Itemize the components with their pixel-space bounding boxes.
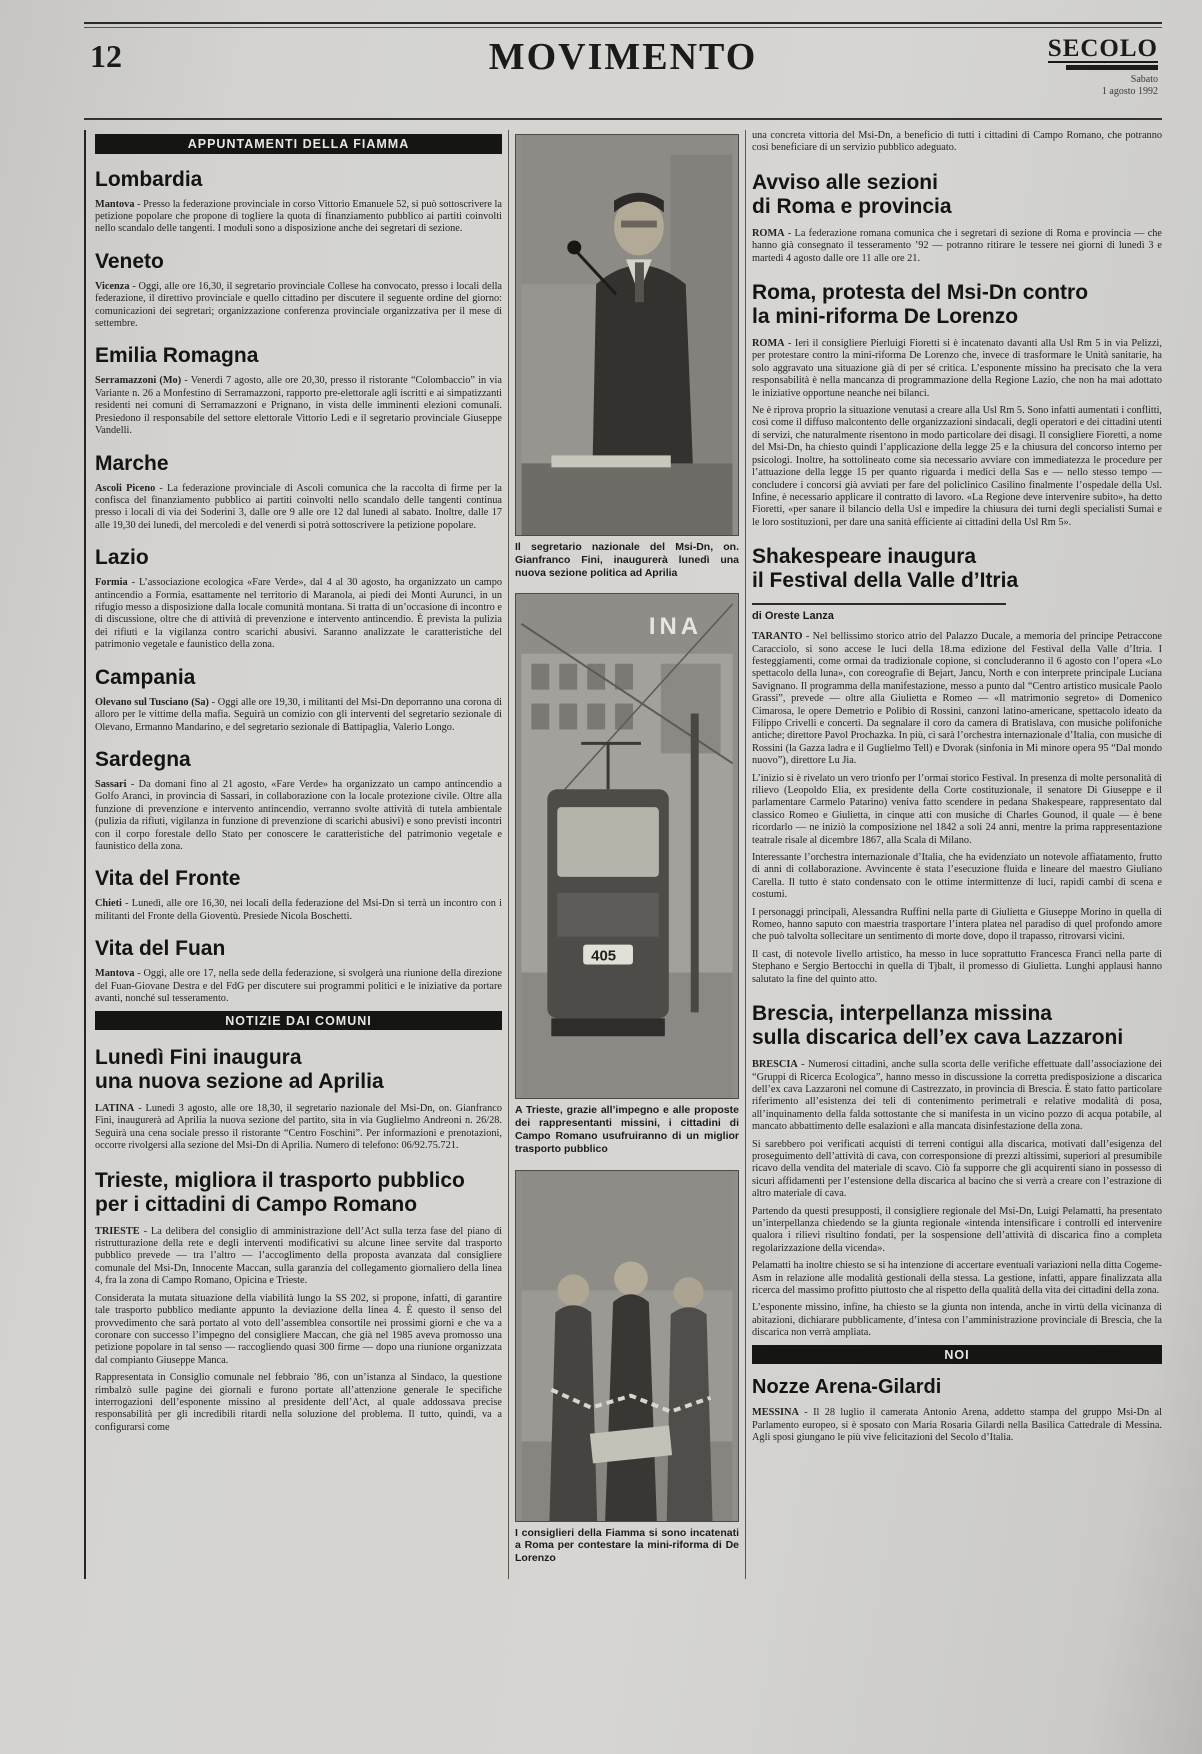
region-section-vita-del-fronte [95, 868, 502, 923]
masthead-bar [1066, 65, 1158, 70]
article-aprilia [95, 1046, 502, 1153]
article-paragraph: TARANTO - Nel bellissimo storico atrio del Palazzo Ducale, a memoria del principe Petraccone Caracciolo, si sono accese le luci della 18.ma edizione del Festival della Valle d’Itria. I festeggiamenti, come ormai da tradizionale copione, si concluderanno il 6 agosto con l’opera «Lo spettacolo della luna», con coreografie di Bejart, Jancu, North e con interprete principale Luciana Savignano. Il programma della manifestazione, messo a punto dal “Centro artistico musicale Paolo Grassi”, prevede — oltre alla Giulietta e Romeo — «Il matrimonio segreto» di Domenico Cimarosa, le opere Demetrio e Polibio di Rossini, canzoni latino-americane, spettacolo ideato da Filippo Crivelli e concerti. Da segnalare il coro da camera di Bratislava, con musiche polifoniche antiche; direttore Pavol Prochazka. In più, ci sarà l’orchestra internazionale d’Italia, con musiche di Rossini (la Gazza ladra e il Guglielmo Tell) e Dvorak (sinfonia in Mi minore opera 95 “Dal mondo nuovo”), direttore Lu Jia. [752, 631, 1162, 767]
region-section-lazio [95, 547, 502, 651]
chained-protest-photo [515, 1170, 739, 1522]
trieste-tram-photo [515, 593, 739, 1099]
photo-caption: Il segretario nazionale del Msi-Dn, on. Gianfranco Fini, inaugurerà lunedì una nuova sezione politica ad Aprilia [515, 541, 739, 579]
article-paragraph: L’inizio si è rivelato un vero trionfo per l’ormai storico Festival. In presenza di molte personalità di rilievo (Leopoldo Elia, ex presidente della Corte costituzionale, il senatore Di Giuseppe e il parlamentare Carmelo Patarino) veniva fatto scendere in pedana Shakespeare, rappresentato dal classico Romeo e Giulietta, in cinque atti con musiche di Charles Gounod, il quale — è bene ricordarlo — ne iniziò la composizione nel 1842 a soli 24 anni, mentre la prima rappresentazione teatrale risale al dicembre 1867, alla Scala di Milano. [752, 772, 1162, 846]
region-body: Vicenza - Oggi, alle ore 16,30, il segretario provinciale Collese ha convocato, presso i locali della federazione, il direttivo provinciale e quello cittadino per discutere il seguente ordine del giorno: comunicazioni dei segretari; organizzazione conferenza provinciale organizzativa per il mese di settembre. [95, 280, 502, 330]
section-title: MOVIMENTO [488, 36, 758, 78]
column-rule [508, 130, 509, 1579]
article-brescia-discarica [752, 1002, 1162, 1340]
article-avviso-sezioni [752, 171, 1162, 265]
fini-speech-photo [515, 134, 739, 536]
region-heading: Emilia Romagna [95, 344, 259, 368]
article-body: ROMA - La federazione romana comunica che i segretari di sezione di Roma e provincia — che hanno già consegnato il tesseramento ’92 — potranno ritirare le tessere nei giorni di lunedì 3 e martedì 4 agosto dalle ore 11 alle ore 21. [752, 227, 1162, 264]
article-paragraph: Rappresentata in Consiglio comunale nel febbraio ’86, con un’istanza al Sindaco, la questione rimbalzò sulle pagine dei giornali e furono portate all’attenzione generale le specifiche interrogazioni dell’esponente missino al presidente dell’Act, al quale addossava precise responsabilità per gli incredibili ritardi nella soluzione del problema. Il tutto, quindi, va a configurarsi come [95, 1372, 502, 1433]
article-headline: Shakespeare inaugura il Festival della Valle d’Itria [752, 545, 1019, 593]
page-number: 12 [90, 38, 122, 74]
trieste-continuation: una concreta vittoria del Msi-Dn, a beneficio di tutti i cittadini di Campo Romano, che potranno così beneficiare di un servizio pubblico adeguato. [752, 130, 1162, 154]
article-headline: Roma, protesta del Msi-Dn contro la mini-riforma De Lorenzo [752, 281, 1089, 329]
region-section-vita-del-fuan [95, 938, 502, 1005]
region-body: Mantova - Presso la federazione provinciale in corso Vittorio Emanuele 52, si può sottoscrivere la petizione popolare che propone di togliere la quota di finanziamento pubblico ai partiti coinvolti nello scandalo delle tangenti. I moduli sono a disposizione anche dei segretari di sezione. [95, 198, 502, 235]
svg-text:405: 405 [591, 947, 617, 965]
region-section-lombardia [95, 169, 502, 236]
article-headline: Lunedì Fini inaugura una nuova sezione ad Aprilia [95, 1046, 384, 1094]
article-paragraph: Partendo da questi presupposti, il consigliere regionale del Msi-Dn, Luigi Pelamatti, ha presentato un’interpellanza chiedendo se la giunta regionale «intenda intensificare i controlli ed intervenire qualora i rilievi risultino fondati, per la sospensione dell’attività di discarica fino a completa regolarizzazione della vicenda». [752, 1205, 1162, 1254]
article-paragraph: I personaggi principali, Alessandra Ruffini nella parte di Giulietta e Giuseppe Morino in quella di Romeo, hanno saputo con maestria trasportare l’intera platea nel paradiso di quel profondo amore che può talvolta sollecitare un sentimento di morte dove, dopo il trapasso, ritrovarsi vicini. [752, 906, 1162, 943]
region-body: Mantova - Oggi, alle ore 17, nella sede della federazione, si svolgerà una riunione della direzione del Fuan-Giovane Destra e del FdG per discutere sui programmi politici e le iniziative da portare avanti, nonché sul tesseramento. [95, 968, 502, 1005]
region-body: Formia - L’associazione ecologica «Fare Verde», dal 4 al 30 agosto, ha organizzato un campo antincendio a Formia, esattamente nel territorio di Maranola, ai piedi dei Monti Aurunci, in un rifugio messo a disposizione dalla locale comunità montana. Si tratta di un’occasione di incontro e di discussione, oltre che di attività di prevenzione e intervento antincendio. È prevista la pulizia dei rifiuti e la vigilanza contro scarichi abusivi. Saranno analizzate le caratteristiche del patrimonio vegetale e faunistico della zona. [95, 577, 502, 651]
banner-notizie-comuni: NOTIZIE DAI COMUNI [95, 1011, 502, 1031]
region-heading: Campania [95, 665, 196, 689]
region-heading: Marche [95, 451, 169, 475]
region-section-campania [95, 667, 502, 734]
article-nozze [752, 1376, 1162, 1444]
article-paragraph: BRESCIA - Numerosi cittadini, anche sulla scorta delle verifiche effettuate dall’associazione dei “Gruppi di Ricerca Ecologica”, hanno messo in discussione la corretta predisposizione a discarica dell’ex cava Lazzaroni nel comune di Castrezzato, in provincia di Brescia. È stato fatto particolare riferimento all’esistenza dei teli di contenimento perimetrali e relative modalità di posa, all’inquinamento della falda sottostante che si manifesta in un vicino pozzo di acqua potabile, al mancato abbattimento delle esalazioni e alla mancata disinfestazione della zona. [752, 1059, 1162, 1133]
article-body: LATINA - Lunedì 3 agosto, alle ore 18,30, il segretario nazionale del Msi-Dn, on. Gianfranco Fini, inaugurerà ad Aprilia la nuova sezione del partito, sita in via Guglielmo Andreoni n. 26/28. Seguirà una cena sociale presso il ristorante “Centro Foschini”. Per informazioni e prenotazioni, occorre rivolgersi alla sezione del Msi-Dn di Aprilia. Numero di telefono: 06/92.75.721. [95, 1103, 502, 1152]
region-heading: Veneto [95, 249, 164, 273]
region-heading: Vita del Fuan [95, 937, 226, 961]
photo-protesta [515, 1170, 739, 1565]
region-body: Ascoli Piceno - La federazione provinciale di Ascoli comunica che la raccolta di firme per la confisca del finanziamento pubblico ai partiti coinvolti nello scandalo delle tangenti continua presso i locali di via dei Soderini 3, dalle ore 9 alle ore 12 dal lunedì al sabato. Inoltre, dalle 17 alle 19,30 dei lunedì, del mercoledì e del venerdì si potrà sottoscrivere la petizione popolare. [95, 482, 503, 531]
article-headline: Nozze Arena-Gilardi [752, 1376, 942, 1399]
region-section-marche [95, 453, 502, 533]
photo-column [515, 130, 739, 1579]
region-body: Chieti - Lunedì, alle ore 16,30, nei locali della federazione del Msi-Dn si terrà un incontro con i militanti del Fronte della Gioventù. Presiede Nicola Boschetti. [95, 898, 502, 922]
article-paragraph: ROMA - Ieri il consigliere Pierluigi Fioretti si è incatenato davanti alla Usl Rm 5 in via Pelizzi, per protestare contro la mini-riforma De Lorenzo che, invece di trasformare le Unità sanitarie, ha solo aggravato una situazione già di per sé critica. L’esponente missino ha precisato che la vera responsabilità è nella mancanza di programmazione della Regione Lazio, che non ha mai adottato le iniziative opportune neanche nei bilanci. [752, 338, 1162, 399]
article-protesta-usl [752, 281, 1162, 529]
article-headline: Avviso alle sezioni di Roma e provincia [752, 170, 952, 218]
region-heading: Lombardia [95, 167, 203, 191]
page-content [84, 130, 1162, 1579]
masthead-logo: SECOLO [1047, 35, 1158, 62]
region-heading: Vita del Fronte [95, 867, 241, 891]
article-paragraph: L’esponente missino, infine, ha chiesto se la giunta non intenda, anche in virtù della vicinanza di abitazioni, dichiarare pubblicamente, d’intesa con l’amministrazione provinciale di Brescia, che la discarica non verrà ampliata. [752, 1302, 1162, 1339]
date-day: Sabato [1130, 74, 1158, 85]
article-paragraph: Considerata la mutata situazione della viabilità lungo la SS 202, si propone, infatti, di garantire tale trasporto pubblico mediante appunto la deviazione della linea 4. È questo il senso del provvedimento che sarà portato al voto dell’assemblea consortile nei prossimi giorni e che va a coronare con successo l’impegno del consigliere Maccan, che già nel 1985 aveva promosso una petizione popolare in tal senso — raccogliendo quasi 300 firme — dopo una riunione organizzata dal compianto Giuseppe Manca. [95, 1292, 502, 1366]
region-section-veneto [95, 251, 502, 331]
date-full: 1 agosto 1992 [1101, 85, 1158, 97]
article-festival-itria [752, 545, 1162, 986]
photo-fini [515, 134, 739, 579]
article-paragraph: Si sarebbero poi verificati acquisti di terreni contigui alla discarica, motivati dall’esigenza del proseguimento dell’attività di cava, con corresponsione di prezzi altissimi, superiori al presumibile ricavo della vendita del materiale di scavo. Ciò fa supporre che gli acquirenti siano in possesso di sicuri affidamenti per l’estensione della discarica al bacino che si verrà a creare con l’estrazione di altro materiale di cava. [752, 1138, 1162, 1200]
region-section-sardegna [95, 749, 502, 853]
article-paragraph: Il cast, di notevole livello artistico, ha messo in luce soprattutto Francesca Franci nella parte di Stephano e Sergio Bertocchi in quella di Tjbalt, il promesso di Giulietta. Lunghi applausi hanno salutato la fine del quinto atto. [752, 948, 1162, 985]
article-paragraph: Ne è riprova proprio la situazione venutasi a creare alla Usl Rm 5. Sono infatti aumentati i conflitti, così come il diffuso malcontento delle organizzazioni sindacali, degli operatori e dei cittadini utenti di servizi, che naturalmente risentono in modo particolare dei disagi. Il consigliere Fioretti, a nome del Msi-Dn, ha chiesto quindi l’applicazione della legge 25 e la chiusura del concorso interno per psicologi. Inoltre, ha sottolineato come sia necessario avviare con immediatezza le procedure per l’attuazione della legge 15 per quanto riguarda i medici della Sas e — nello stesso tempo — concludere i concorsi già avviati per fare del policlinico Casilino finalmente l’ospedale della Usl. Infine, è necessario applicare il contratto di lavoro. «La Regione deve intervenire subito», ha detto Fioretti, «per sanare il bilancio della Usl e impedire la chiusura dei turni degli specialisti Sumai e le loro sostituzioni, per dare una sanità efficiente ai cittadini della Usl Rm 5». [752, 405, 1162, 528]
article-paragraph: Interessante l’orchestra internazionale d’Italia, che ha evidenziato un notevole affiatamento, frutto di anni di collaborazione. Avvincente è stata l’esecuzione fluida e lineare del maestro Giuliano Carella. Il tutto è stato condensato con le ottime intermittenze di luci, rapidi cambi di scena e costumi. [752, 852, 1162, 901]
banner-noi: NOI [752, 1345, 1162, 1365]
region-body: Serramazzoni (Mo) - Venerdì 7 agosto, alle ore 20,30, presso il ristorante “Colombaccio” in via Variante n. 26 a Monfestino di Serramazzoni, rapporto pre-elettorale agli iscritti e ai simpatizzanti residenti nei comuni di Serramazzoni e Prignano, in vista delle imminenti elezioni comunali. Presiedono il responsabile del settore elettorale Vittorio Ledi e il segretario provinciale Giuseppe Vandelli. [95, 375, 502, 437]
region-heading: Sardegna [95, 747, 191, 771]
region-body: Olevano sul Tusciano (Sa) - Oggi alle ore 19,30, i militanti del Msi-Dn deporranno una corona di alloro per le vittime della mafia. Seguirà un comizio con gli interventi del segretario sezionale di Olevano, Ermanno Mandarino, e del segretario sezionale di Battipaglia, Valerio Longo. [95, 696, 502, 733]
masthead-block [1048, 36, 1158, 97]
left-column [95, 130, 502, 1579]
right-column [752, 130, 1162, 1579]
photo-caption: A Trieste, grazie all’impegno e alle proposte dei rappresentanti missini, i cittadini di Campo Romano usufruiranno di un miglior trasporto pubblico [515, 1104, 739, 1155]
photo-tram [515, 593, 739, 1155]
page-header [84, 22, 1162, 116]
article-headline: Trieste, migliora il trasporto pubblico per i cittadini di Campo Romano [95, 1168, 465, 1216]
region-heading: Lazio [95, 546, 149, 570]
article-body: MESSINA - Il 28 luglio il camerata Antonio Arena, addetto stampa del gruppo Msi-Dn al Parlamento europeo, si è sposato con Maria Rosaria Gilardi nella Basilica Cattedrale di Messina. Agli sposi giungano le più vive felicitazioni del Secolo d’Italia. [752, 1407, 1162, 1443]
photo-caption: I consiglieri della Fiamma si sono incatenati a Roma per contestare la mini-riforma di De Lorenzo [515, 1526, 739, 1565]
svg-text:INA: INA [648, 613, 703, 641]
column-rule [745, 130, 746, 1579]
article-trieste [95, 1169, 502, 1435]
article-paragraph: Pelamatti ha inoltre chiesto se si ha intenzione di accertare eventuali variazioni nella ditta Cogeme-Asm in relazione alle modalità gestionali della stessa. La gestione, infatti, appare finalizzata alla ricerca del massimo profitto piuttosto che al rispetto della qualità della vita dei cittadini della zona. [752, 1260, 1162, 1296]
article-headline: Brescia, interpellanza missina sulla discarica dell’ex cava Lazzaroni [752, 1002, 1124, 1050]
article-paragraph: TRIESTE - La delibera del consiglio di amministrazione dell’Act sulla terza fase del piano di ristrutturazione della rete e degli interventi modificativi su alcune linee servite dal trasporto pubblico prevede — tra l’altro — l’accoglimento della proposta avanzata dal consigliere comunale del Msi-Dn, Innocente Maccan, sulla garanzia del collegamento giornaliero della linea 4, fra la zona di Campo Romano, Opicina e Trieste. [95, 1225, 502, 1287]
region-section-emilia-romagna [95, 345, 502, 437]
article-byline: di Oreste Lanza [752, 610, 834, 623]
byline-rule [752, 603, 1006, 605]
header-rule [84, 118, 1162, 120]
banner-appuntamenti: APPUNTAMENTI DELLA FIAMMA [95, 134, 502, 154]
region-body: Sassari - Da domani fino al 21 agosto, «Fare Verde» ha organizzato un campo antincendio a Golfo Aranci, in provincia di Sassari, in collaborazione con la locale protezione civile. Oltre alla funzione di prevenzione e intervento antincendio, verranno svolte attività di tutela ambientale (pulizia da rifiuti, vigilanza in funzione di prevenzione di scarichi abusivi) e sono previsti incontri con il corpo forestale dello Stato per conoscere le caratteristiche del patrimonio vegetale e faunistico della zona. [95, 778, 502, 853]
